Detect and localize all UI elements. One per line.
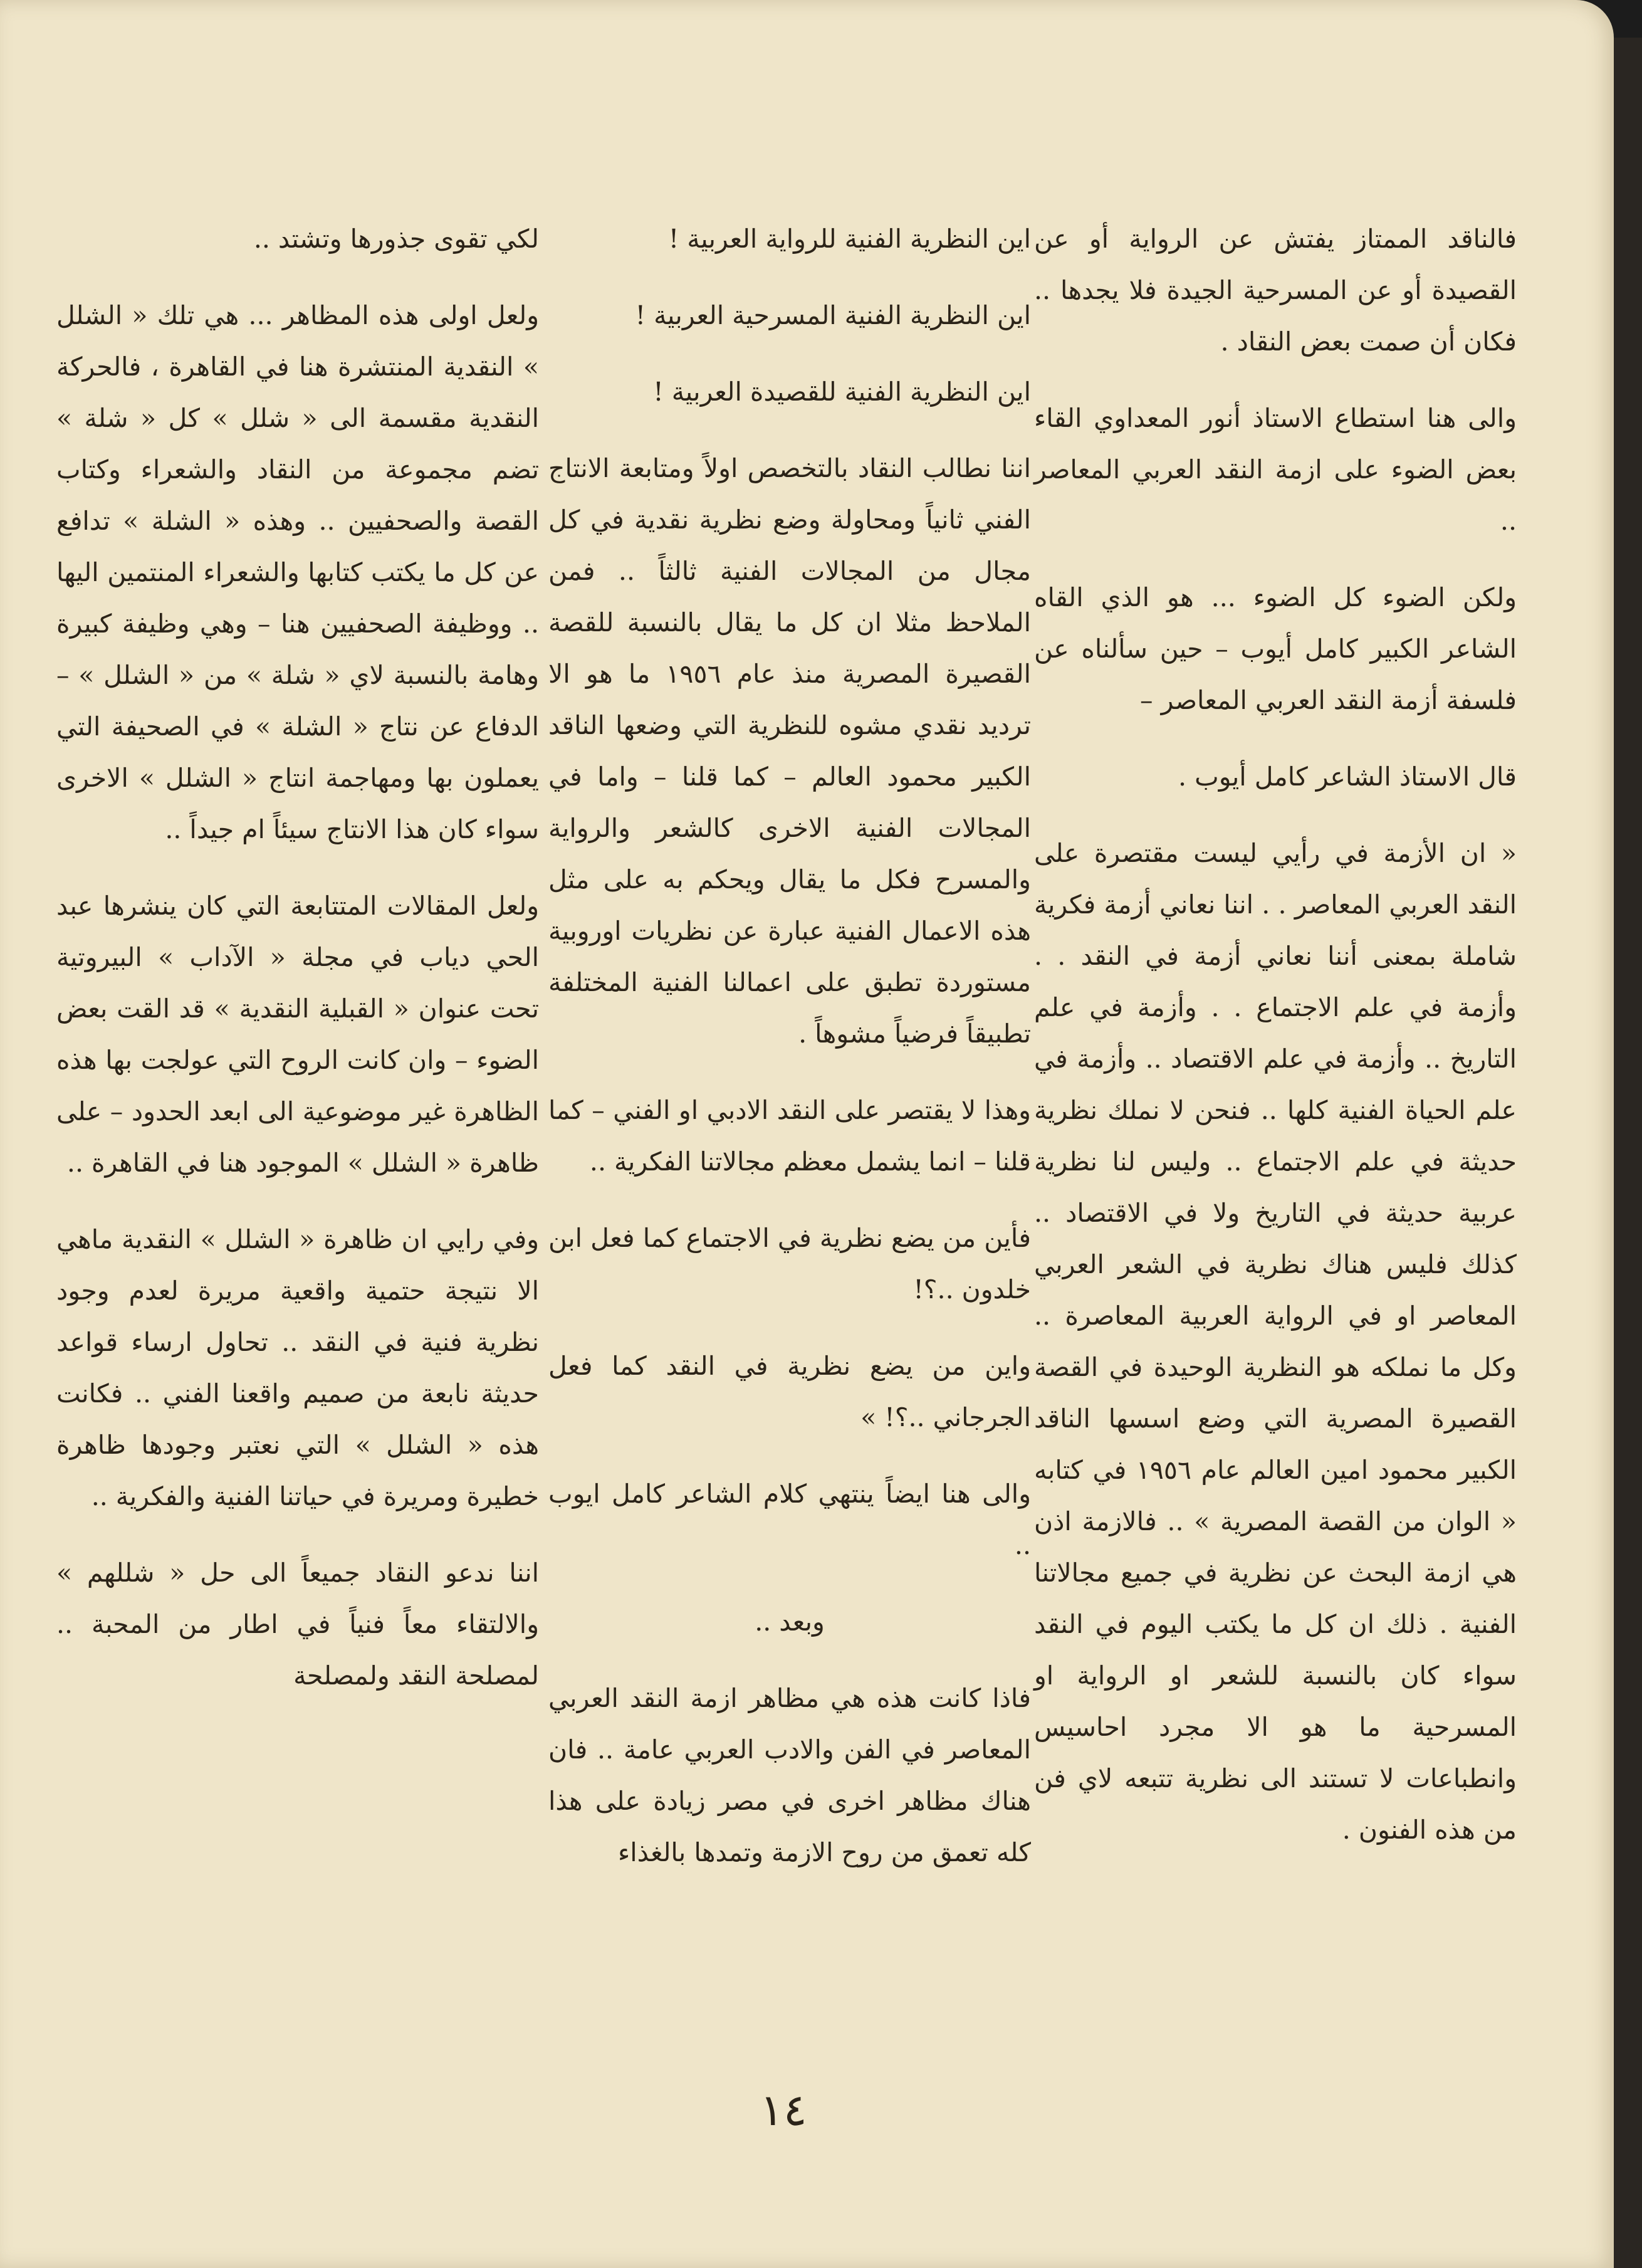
- paragraph: وهذا لا يقتصر على النقد الادبي او الفني – كما قلنا – انما يشمل معظم مجالاتنا الفكرية ..: [548, 1095, 1031, 1177]
- paragraph: « ان الأزمة في رأيي ليست مقتصرة على النقد العربي المعاصر . . اننا نعاني أزمة فكرية شاملة بمعنى أننا نعاني أزمة في النقد . . وأزمة في علم الاجتماع . . وأزمة في علم التاريخ .. وأزمة في علم الاقتصاد .. وأزمة في علم الحياة الفنية كلها .. فنحن لا نملك نظرية حديثة في علم الاجتماع .. وليس لنا نظرية عربية حديثة في التاريخ ولا في الاقتصاد .. كذلك فليس هناك نظرية في الشعر العربي المعاصر او في الرواية العربية المعاصرة .. وكل ما نملكه هو النظرية الوحيدة في القصة القصيرة المصرية التي وضع اسسها الناقد الكبير محمود امين العالم عام ١٩٥٦ في كتابه « الوان من القصة المصرية » .. فالازمة اذن هي ازمة البحث عن نظرية في جميع مجالاتنا الفنية . ذلك ان كل ما يكتب اليوم في النقد سواء كان بالنسبة للشعر او الرواية او المسرحية ما هو الا مجرد احاسيس وانطباعات لا تستند الى نظرية تتبعه لاي فن من هذه الفنون .: [1034, 838, 1517, 1845]
- paragraph: اننا نطالب النقاد بالتخصص اولاً ومتابعة الانتاج الفني ثانياً ومحاولة وضع نظرية نقدية في كل مجال من المجالات الفنية ثالثاً .. فمن الملاحظ مثلا ان كل ما يقال بالنسبة للقصة القصيرة المصرية منذ عام ١٩٥٦ ما هو الا ترديد نقدي مشوه للنظرية التي وضعها الناقد الكبير محمود العالم – كما قلنا – واما في المجالات الفنية الاخرى كالشعر والرواية والمسرح فكل ما يقال ويحكم به على مثل هذه الاعمال الفنية عبارة عن نظريات اوروبية مستوردة تطبق على اعمالنا الفنية المختلفة تطبيقاً فرضياً مشوهاً .: [548, 453, 1031, 1049]
- paragraph: فالناقد الممتاز يفتش عن الرواية أو عن القصيدة أو عن المسرحية الجيدة فلا يجدها .. فكان أن صمت بعض النقاد .: [1034, 224, 1517, 357]
- paragraph: والى هنا استطاع الاستاذ أنور المعداوي القاء بعض الضوء على ازمة النقد العربي المعاصر ..: [1034, 403, 1517, 536]
- heading-line: اين النظرية الفنية المسرحية العربية !: [635, 300, 1031, 330]
- paragraph: ولعل المقالات المتتابعة التي كان ينشرها عبد الحي دياب في مجلة « الآداب » البيروتية تحت عنوان « القبلية النقدية » قد القت بعض الضوء – وان كانت الروح التي عولجت بها هذه الظاهرة غير موضوعية الى ابعد الحدود – على ظاهرة « الشلل » الموجود هنا في القاهرة ..: [56, 891, 539, 1178]
- paragraph: قال الاستاذ الشاعر كامل أيوب .: [1178, 762, 1517, 792]
- text-column-middle: [548, 213, 1031, 2106]
- heading-line: اين النظرية الفنية للرواية العربية !: [668, 224, 1031, 254]
- heading-line: اين النظرية الفنية للقصيدة العربية !: [653, 377, 1031, 407]
- paragraph: والى هنا ايضاً ينتهي كلام الشاعر كامل ايوب ..: [548, 1479, 1031, 1560]
- text-column-left: [56, 213, 539, 2106]
- text-column-right: [1034, 213, 1517, 2106]
- paragraph: فأين من يضع نظرية في الاجتماع كما فعل ابن خلدون ..؟!: [548, 1223, 1031, 1305]
- paragraph: فاذا كانت هذه هي مظاهر ازمة النقد العربي المعاصر في الفن والادب العربي عامة .. فان هناك مظاهر اخرى في مصر زيادة على هذا كله تعمق من روح الازمة وتمدها بالغذاء: [548, 1683, 1031, 1867]
- paragraph: وفي رايي ان ظاهرة « الشلل » النقدية ماهي الا نتيجة حتمية واقعية مريرة لعدم وجود نظرية فنية في النقد .. تحاول ارساء قواعد حديثة نابعة من صميم واقعنا الفني .. فكانت هذه « الشلل » التي نعتبر وجودها ظاهرة خطيرة ومريرة في حياتنا الفنية والفكرية ..: [56, 1224, 539, 1511]
- paragraph: ولعل اولى هذه المظاهر ... هي تلك « الشلل » النقدية المنتشرة هنا في القاهرة ، فالحركة النقدية مقسمة الى « شلل » كل « شلة » تضم مجموعة من النقاد والشعراء وكتاب القصة والصحفيين .. وهذه « الشلة » تدافع عن كل ما يكتب كتابها والشعراء المنتمين اليها .. ووظيفة الصحفيين هنا – وهي وظيفة كبيرة وهامة بالنسبة لاي « شلة » من « الشلل » – الدفاع عن نتاج « الشلة » في الصحيفة التي يعملون بها ومهاجمة انتاج « الشلل » الاخرى سواء كان هذا الانتاج سيئاً ام جيداً ..: [56, 300, 539, 844]
- paragraph: واين من يضع نظرية في النقد كما فعل الجرجاني ..؟! »: [548, 1351, 1031, 1432]
- page-number: ١٤: [760, 2084, 807, 2136]
- paragraph: اننا ندعو النقاد جميعاً الى حل « شللهم » والالتقاء معاً فنياً في اطار من المحبة .. لمصلحة النقد ولمصلحة: [56, 1558, 539, 1691]
- page-edge: [1614, 38, 1642, 2268]
- paragraph: وبعد ..: [755, 1607, 825, 1637]
- paragraph: لكي تقوى جذورها وتشتد ..: [253, 224, 539, 254]
- paragraph: ولكن الضوء كل الضوء ... هو الذي القاه الشاعر الكبير كامل أيوب – حين سألناه عن فلسفة أزمة النقد العربي المعاصر –: [1034, 582, 1517, 715]
